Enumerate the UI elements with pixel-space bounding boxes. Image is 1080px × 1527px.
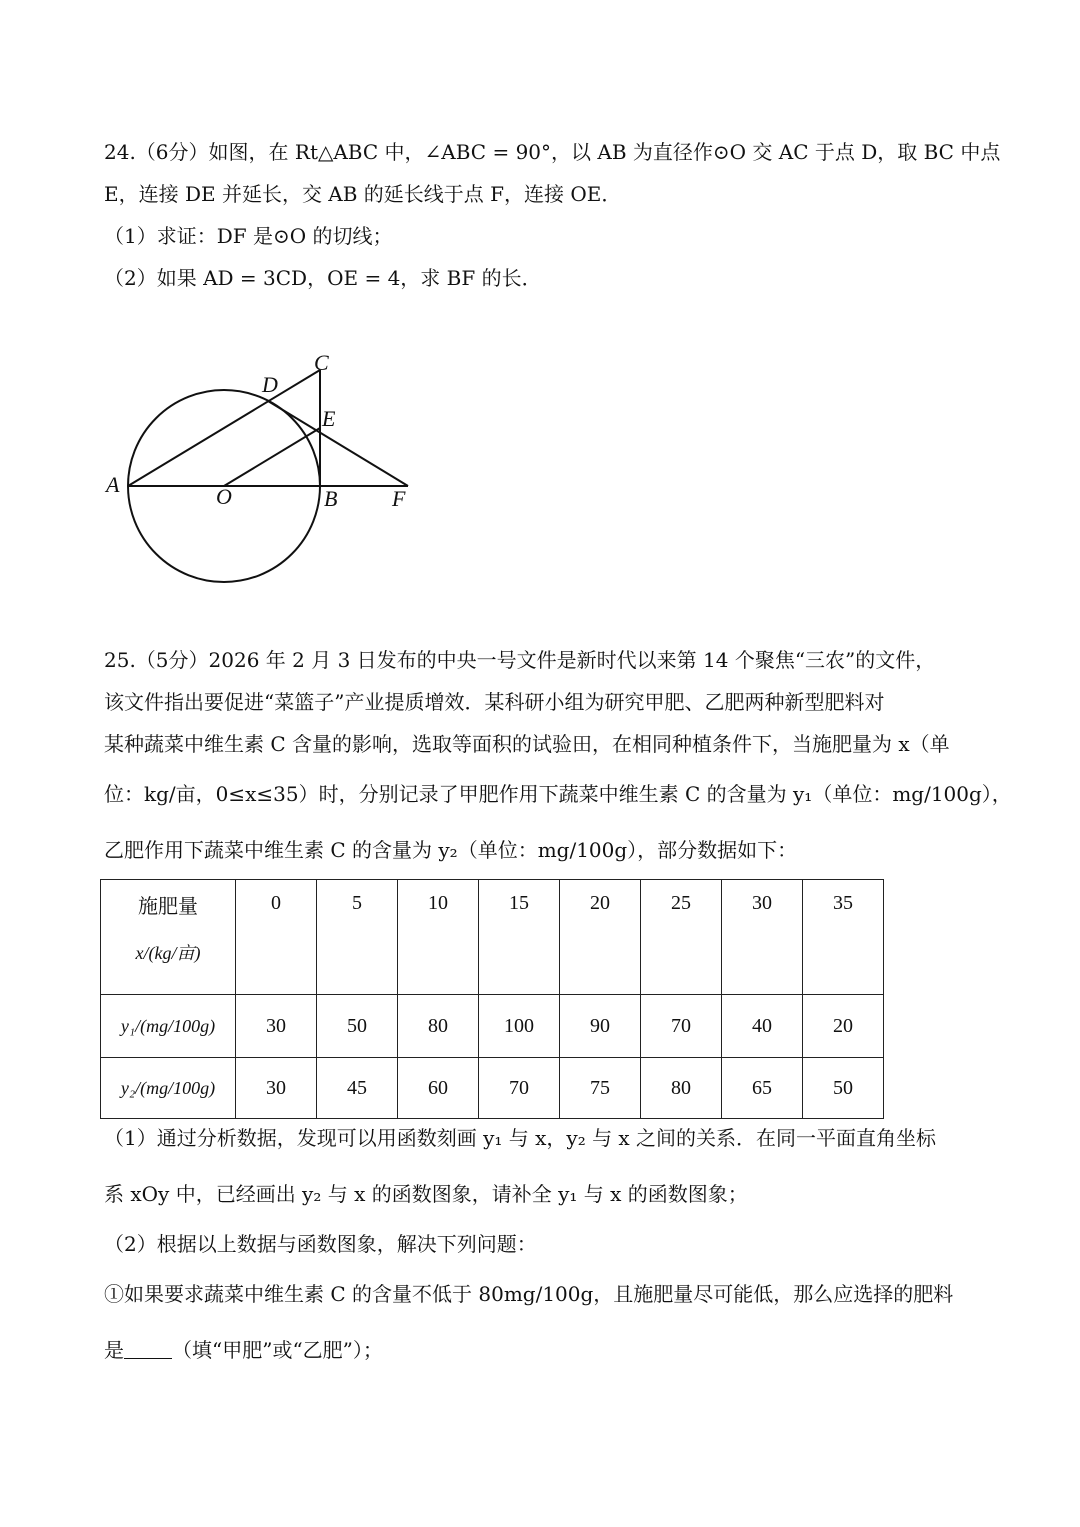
q24-line-1: 24.（6分）如图，在 Rt△ABC 中，∠ABC = 90°，以 AB 为直径作⊙O 交 AC 于点 D，取 BC 中点 bbox=[104, 140, 1001, 164]
header-label-top: 施肥量 bbox=[138, 896, 198, 918]
header-label-bottom: x/(kg/亩) bbox=[135, 943, 201, 963]
y1-cell: 100 bbox=[479, 995, 560, 1058]
label-c: C bbox=[314, 350, 329, 375]
table-row-y1 bbox=[101, 995, 884, 1058]
q25-part-2: （2）根据以上数据与函数图象，解决下列问题： bbox=[104, 1232, 537, 1256]
q25-line-1: 25.（5分）2026 年 2 月 3 日发布的中央一号文件是新时代以来第 14 个聚焦“三农”的文件， bbox=[104, 648, 936, 672]
y2-cell: 70 bbox=[479, 1058, 560, 1119]
geometry-diagram bbox=[96, 346, 426, 586]
label-b: B bbox=[324, 486, 338, 511]
data-table bbox=[100, 879, 884, 1119]
q25-part1-line-2: 系 xOy 中，已经画出 y₂ 与 x 的函数图象，请补全 y₁ 与 x 的函数图象； bbox=[104, 1182, 748, 1206]
q24-part-1: （1）求证：DF 是⊙O 的切线； bbox=[104, 224, 393, 248]
label-f: F bbox=[392, 486, 406, 511]
y2-cell: 50 bbox=[803, 1058, 884, 1119]
y2-cell: 30 bbox=[236, 1058, 317, 1119]
row-label-y2: y₂/(mg/100g) bbox=[101, 1058, 236, 1119]
q24-part-2: （2）如果 AD = 3CD，OE = 4，求 BF 的长． bbox=[104, 266, 542, 290]
x-cell: 5 bbox=[317, 880, 398, 995]
y1-cell: 50 bbox=[317, 995, 398, 1058]
y1-cell: 40 bbox=[722, 995, 803, 1058]
y1-cell: 80 bbox=[398, 995, 479, 1058]
table-row-x bbox=[101, 880, 884, 995]
row-label-y1: y₁/(mg/100g) bbox=[101, 995, 236, 1058]
q25-sub1-line-2 bbox=[104, 1336, 383, 1364]
x-cell: 20 bbox=[560, 880, 641, 995]
sub1-prefix: 是 bbox=[104, 1338, 124, 1362]
line-oe bbox=[224, 428, 320, 486]
y1-cell: 90 bbox=[560, 995, 641, 1058]
header-cell bbox=[101, 880, 236, 995]
y2-cell: 45 bbox=[317, 1058, 398, 1119]
y1-cell: 30 bbox=[236, 995, 317, 1058]
q24-line-2: E，连接 DE 并延长，交 AB 的延长线于点 F，连接 OE． bbox=[104, 182, 622, 206]
q25-line-4: 位：kg/亩，0≤x≤35）时，分别记录了甲肥作用下蔬菜中维生素 C 的含量为 y₁（单位：mg/100g）， bbox=[104, 782, 1012, 806]
q25-line-3: 某种蔬菜中维生素 C 含量的影响，选取等面积的试验田，在相同种植条件下，当施肥量为 x（单 bbox=[104, 732, 950, 756]
line-df bbox=[268, 401, 408, 486]
x-cell: 35 bbox=[803, 880, 884, 995]
label-a: A bbox=[106, 472, 120, 497]
label-o: O bbox=[216, 484, 232, 509]
x-cell: 25 bbox=[641, 880, 722, 995]
y2-cell: 80 bbox=[641, 1058, 722, 1119]
table-row-y2 bbox=[101, 1058, 884, 1119]
sub1-suffix: （填“甲肥”或“乙肥”）； bbox=[172, 1338, 383, 1362]
label-d: D bbox=[262, 372, 278, 397]
x-cell: 10 bbox=[398, 880, 479, 995]
y2-cell: 75 bbox=[560, 1058, 641, 1119]
q25-line-2: 该文件指出要促进“菜篮子”产业提质增效．某科研小组为研究甲肥、乙肥两种新型肥料对 bbox=[104, 690, 885, 714]
q25-line-5: 乙肥作用下蔬菜中维生素 C 的含量为 y₂（单位：mg/100g），部分数据如下： bbox=[104, 838, 798, 862]
x-cell: 15 bbox=[479, 880, 560, 995]
q25-part1-line-1: （1）通过分析数据，发现可以用函数刻画 y₁ 与 x，y₂ 与 x 之间的关系．在同一平面直角坐标 bbox=[104, 1126, 937, 1150]
line-ac bbox=[128, 370, 320, 486]
label-e: E bbox=[322, 406, 336, 431]
x-cell: 0 bbox=[236, 880, 317, 995]
y1-cell: 70 bbox=[641, 995, 722, 1058]
x-cell: 30 bbox=[722, 880, 803, 995]
y2-cell: 65 bbox=[722, 1058, 803, 1119]
y1-cell: 20 bbox=[803, 995, 884, 1058]
q25-sub1-line-1: ①如果要求蔬菜中维生素 C 的含量不低于 80mg/100g，且施肥量尽可能低，那么应选择的肥料 bbox=[104, 1282, 954, 1306]
answer-blank[interactable] bbox=[124, 1338, 172, 1359]
y2-cell: 60 bbox=[398, 1058, 479, 1119]
geometry-figure bbox=[96, 346, 426, 586]
